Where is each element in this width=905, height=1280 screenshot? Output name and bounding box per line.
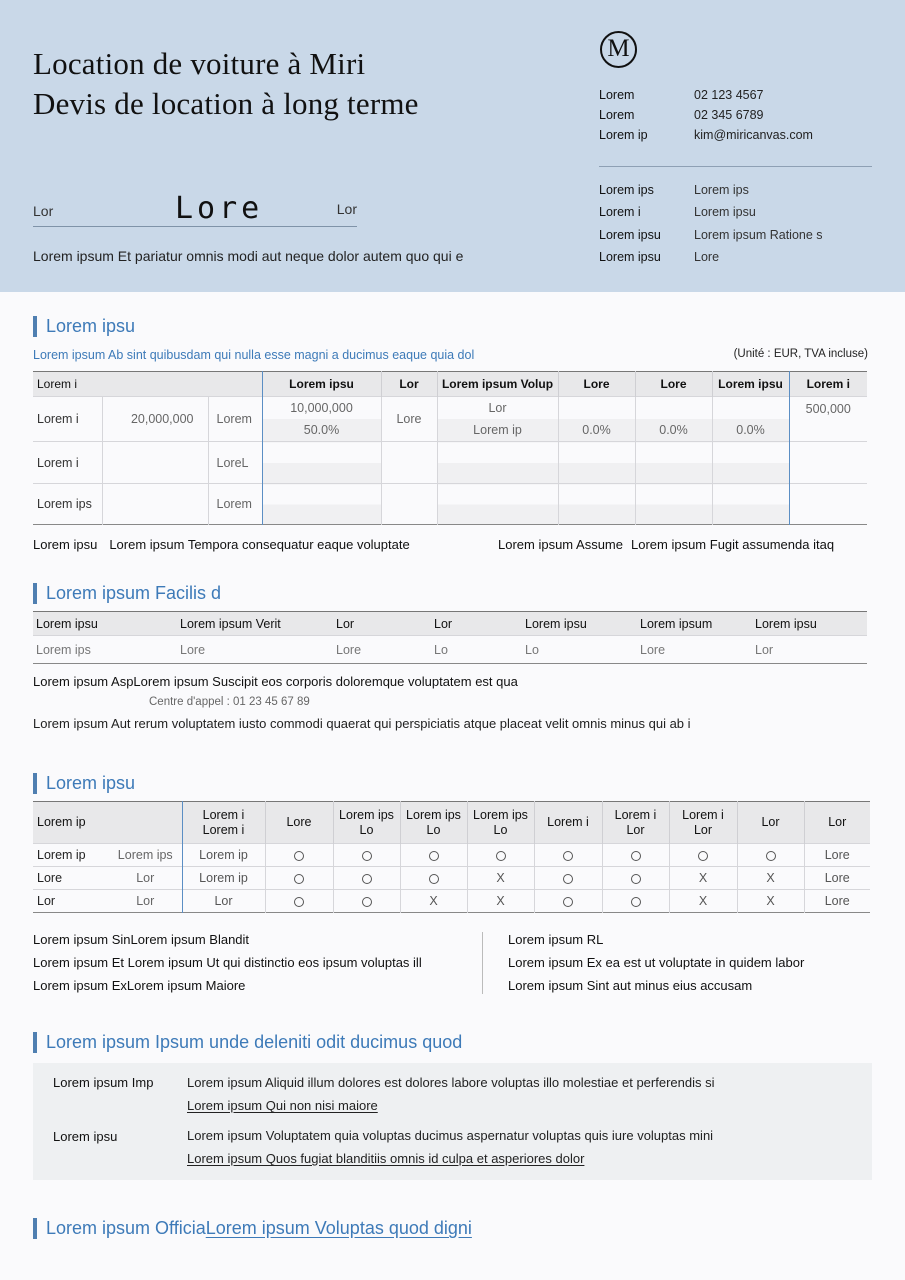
column-header: Lorem ipsu (522, 612, 637, 636)
notice-value (187, 1071, 714, 1117)
header-line-2: Lo (359, 822, 374, 837)
cell (262, 397, 381, 442)
column-header: Lore (635, 372, 712, 397)
cell (789, 484, 867, 525)
note-item: Lorem ipsum RL (508, 932, 604, 947)
page-title (33, 44, 419, 124)
cell-bottom: 0.0% (713, 419, 789, 441)
cell (262, 484, 381, 525)
cell (669, 844, 737, 867)
header-line-1: Lorem ips (339, 807, 394, 822)
cell (712, 442, 789, 484)
column-header: Lor (381, 372, 437, 397)
note-item: Lorem ipsum Sint aut minus eius accusam (508, 978, 753, 993)
cell (333, 844, 400, 867)
title-line-1: Location de voiture à Miri (33, 46, 366, 81)
note-item: Lorem ipsum ExLorem ipsum Maiore (33, 978, 246, 993)
notice-box (33, 1063, 872, 1180)
circle-mark-icon (429, 851, 439, 861)
column-header (333, 802, 400, 844)
cell (558, 397, 635, 442)
header-line-2: Lor (626, 822, 645, 837)
cell: Lore (804, 867, 870, 890)
notice-text: Lorem ipsum Aliquid illum dolores est dolores labore voluptas illo molestiae et perferendis si (187, 1075, 715, 1090)
cross-mark: X (467, 890, 534, 913)
notice-key: Lorem ipsum Imp (53, 1075, 154, 1090)
cell (265, 867, 333, 890)
cell (635, 397, 712, 442)
cell-top: Lor (488, 401, 507, 415)
cell (534, 844, 602, 867)
section-title-pricing: Lorem ipsu (33, 315, 135, 337)
cell (712, 484, 789, 525)
cross-mark: X (737, 867, 804, 890)
cell-top (713, 397, 789, 419)
header-line-1: Lorem ips (406, 807, 461, 822)
amount-cell: 20,000,000 (102, 397, 208, 442)
cell (265, 844, 333, 867)
notice-text: Lorem ipsum Voluptatem quia voluptas ducimus aspernatur voluptas quis iure voluptas mini (187, 1128, 714, 1143)
info-row (599, 228, 823, 250)
column-header (737, 802, 804, 844)
cell: 500,000 (789, 397, 867, 442)
column-header: Lorem ipsum Verit (177, 612, 333, 636)
signature-name: Lore (175, 191, 264, 226)
signature-right-label: Lor (336, 201, 357, 217)
info-key: Lorem i (599, 205, 641, 220)
info-row (599, 250, 823, 272)
info-key: Lorem ipsu (599, 227, 661, 242)
title-line-2: Devis de location à long terme (33, 86, 419, 121)
cell: Lorem ip (182, 867, 265, 890)
cell (602, 867, 669, 890)
info-value: Lorem ips (694, 183, 749, 197)
cell (737, 844, 804, 867)
cell (381, 442, 437, 484)
coverage-notes-left (33, 932, 422, 1001)
circle-mark-icon (631, 851, 641, 861)
section-title-notices: Lorem ipsum Ipsum unde deleniti odit ducimus quod (33, 1031, 462, 1053)
header-note: Lorem ipsum Et pariatur omnis modi aut neque dolor autem quo qui e (33, 248, 464, 264)
info-value: Lorem ipsu (694, 205, 756, 220)
column-header (400, 802, 467, 844)
column-header (265, 802, 333, 844)
cell: Lo (431, 636, 522, 664)
call-center-phone: Centre d'appel : 01 23 45 67 89 (149, 696, 310, 708)
cell: Lore (33, 867, 109, 890)
cell: Lore (333, 636, 431, 664)
column-header: Lor (333, 612, 431, 636)
circle-mark-icon (496, 851, 506, 861)
header-line-2: Lo (426, 822, 441, 837)
coverage-notes-right (508, 932, 804, 1001)
circle-mark-icon (294, 874, 304, 884)
cell (467, 844, 534, 867)
header-line-1: Lorem i (682, 807, 724, 822)
circle-mark-icon (362, 897, 372, 907)
footnote-key: Lorem ipsu (33, 537, 98, 552)
contact-row (599, 108, 813, 128)
note-item: Lorem ipsum Ex ea est ut voluptate in quidem labor (508, 955, 805, 970)
cell-bottom: 0.0% (636, 419, 712, 441)
header-line-1: Lorem ips (473, 807, 528, 822)
table-row (33, 844, 870, 867)
cross-mark: X (669, 890, 737, 913)
cell: Lorem ips (109, 844, 182, 867)
header-line-1: Lorem i (614, 807, 657, 822)
coverage-table (33, 801, 870, 913)
pricing-footnote-right (498, 537, 834, 552)
cell (400, 844, 467, 867)
table-row (33, 442, 867, 484)
signature-left-label: Lor (33, 203, 54, 219)
header-line-2: Lor (693, 822, 713, 837)
cell: Lore (177, 636, 333, 664)
circle-mark-icon (429, 874, 439, 884)
contact-key: Lorem (599, 108, 635, 122)
pricing-table (33, 371, 867, 525)
cell (712, 397, 789, 442)
info-value: Lore (694, 249, 720, 264)
column-header (669, 802, 737, 844)
cell (262, 442, 381, 484)
coverage-table-body (33, 844, 870, 913)
cell (437, 397, 558, 442)
circle-mark-icon (362, 851, 372, 861)
column-header: Lorem ipsum (637, 612, 752, 636)
conditions-table (33, 611, 867, 664)
notice-key: Lorem ipsu (53, 1129, 118, 1144)
table-header-row (33, 372, 867, 397)
contact-key: Lorem (599, 88, 635, 102)
cell (534, 867, 602, 890)
note-item: Lorem ipsum SinLorem ipsum Blandit (33, 932, 250, 947)
column-header: Lorem ipsum Volup (437, 372, 558, 397)
circle-mark-icon (563, 897, 573, 907)
info-value: Lorem ipsum Ratione s (694, 227, 823, 242)
cell: Lor (33, 890, 109, 913)
column-header (467, 802, 534, 844)
table-row (33, 636, 867, 664)
notice-value (187, 1124, 713, 1170)
section-title-conditions: Lorem ipsum Facilis d (33, 582, 221, 604)
cell: Lor (109, 890, 182, 913)
cell-top: 10,000,000 (290, 401, 353, 415)
column-header: Lorem i (33, 372, 262, 397)
cell: Lore (804, 844, 870, 867)
info-list (599, 183, 823, 272)
table-row (33, 867, 870, 890)
section-title-text: Lorem ipsum Officia (46, 1218, 206, 1238)
column-header: Lorem ipsu (712, 372, 789, 397)
circle-mark-icon (631, 874, 641, 884)
contact-key: Lorem ip (599, 128, 648, 142)
section-title-official (33, 1217, 472, 1239)
contact-row (599, 88, 813, 108)
column-header (534, 802, 602, 844)
column-header (602, 802, 669, 844)
notice-link[interactable]: Lorem ipsum Quos fugiat blanditiis omnis id culpa et asperiores dolor (187, 1151, 585, 1166)
cell-bottom: Lorem ip (438, 419, 558, 441)
header-line-1: Lorem i (547, 815, 589, 829)
cell (333, 890, 400, 913)
column-header: Lor (431, 612, 522, 636)
info-row (599, 183, 823, 205)
header-line-1: Lore (286, 815, 312, 829)
cell: Lo (522, 636, 637, 664)
section-title-link[interactable]: Lorem ipsum Voluptas quod digni (205, 1218, 472, 1238)
header-line-1: Lorem i (202, 807, 245, 822)
column-header: Lore (558, 372, 635, 397)
cell (381, 484, 437, 525)
cell-top (636, 397, 712, 419)
cell: Lore (804, 890, 870, 913)
column-header (182, 802, 265, 844)
info-key: Lorem ips (599, 183, 654, 197)
footnote-value: Lorem ipsum Fugit assumenda itaq (631, 537, 835, 552)
cell (102, 442, 208, 484)
table-row (33, 397, 867, 442)
circle-mark-icon (294, 897, 304, 907)
column-header: Lorem i (789, 372, 867, 397)
circle-mark-icon (631, 897, 641, 907)
cell (265, 890, 333, 913)
column-header: Lorem ipsu (752, 612, 867, 636)
header-banner (0, 0, 905, 292)
column-header: Lorem ipsu (33, 612, 177, 636)
cell-bottom: 50.0% (263, 419, 381, 441)
contact-value: 02 345 6789 (694, 108, 764, 122)
cell (102, 484, 208, 525)
header-line-1: Lor (828, 815, 847, 829)
cell (635, 442, 712, 484)
header-line-1: Lor (761, 815, 780, 829)
footnote-key: Lorem ipsum Assume (498, 537, 623, 552)
conditions-detail: Lorem ipsum Aut rerum voluptatem iusto commodi quaerat qui perspiciatis atque placeat velit omnis minus qui ab i (33, 716, 691, 731)
circle-mark-icon (698, 851, 708, 861)
cell (602, 844, 669, 867)
unit-note: (Unité : EUR, TVA incluse) (733, 348, 868, 360)
table-header-row (33, 802, 870, 844)
cell: Lorem ip (182, 844, 265, 867)
cell (437, 484, 558, 525)
section-subtitle: Lorem ipsum Ab sint quibusdam qui nulla esse magni a ducimus eaque quia dol (33, 348, 475, 362)
signature-line (33, 193, 357, 227)
column-header (33, 802, 182, 844)
cell: Lor (109, 867, 182, 890)
circle-mark-icon (766, 851, 776, 861)
cell: Lorem ips (33, 636, 177, 664)
cross-mark: X (737, 890, 804, 913)
cell (534, 890, 602, 913)
cell: Lore (637, 636, 752, 664)
circle-mark-icon (563, 874, 573, 884)
contact-email[interactable]: kim@miricanvas.com (694, 128, 813, 142)
table-header-row (33, 612, 867, 636)
cross-mark: X (467, 867, 534, 890)
header-line-2: Lo (493, 822, 508, 837)
contact-row (599, 128, 813, 148)
table-row (33, 890, 870, 913)
cell (558, 442, 635, 484)
row-label: Lorem i (33, 442, 102, 484)
cell (558, 484, 635, 525)
column-divider (482, 932, 483, 994)
cell (400, 867, 467, 890)
cell: Lorem (208, 484, 262, 525)
circle-mark-icon (362, 874, 372, 884)
contact-list (599, 88, 813, 148)
cell: Lor (752, 636, 867, 664)
cell: LoreL (208, 442, 262, 484)
table-row (33, 484, 867, 525)
header-line-2: Lorem i (202, 822, 245, 837)
cell: Lorem (208, 397, 262, 442)
info-row (599, 205, 823, 227)
notice-link[interactable]: Lorem ipsum Qui non nisi maiore (187, 1098, 378, 1113)
column-header (804, 802, 870, 844)
cell (437, 442, 558, 484)
cell: Lorem ip (33, 844, 109, 867)
header-text: Lorem ip (37, 815, 86, 829)
info-key: Lorem ipsu (599, 249, 661, 264)
row-label: Lorem i (33, 397, 102, 442)
conditions-note: Lorem ipsum AspLorem ipsum Suscipit eos corporis doloremque voluptatem est qua (33, 674, 518, 689)
company-logo-icon: M (600, 31, 637, 68)
cross-mark: X (669, 867, 737, 890)
cell (789, 442, 867, 484)
cell (333, 867, 400, 890)
cross-mark: X (400, 890, 467, 913)
cell-top (559, 397, 635, 419)
footnote-value: Lorem ipsum Tempora consequatur eaque voluptate (109, 537, 410, 552)
row-label: Lorem ips (33, 484, 102, 525)
cell-bottom: 0.0% (559, 419, 635, 441)
column-header: Lorem ipsu (262, 372, 381, 397)
section-title-coverage: Lorem ipsu (33, 772, 135, 794)
circle-mark-icon (294, 851, 304, 861)
cell: Lore (381, 397, 437, 442)
circle-mark-icon (563, 851, 573, 861)
header-divider (599, 166, 872, 167)
note-item: Lorem ipsum Et Lorem ipsum Ut qui distinctio eos ipsum voluptas ill (33, 955, 422, 970)
contact-value: 02 123 4567 (694, 88, 764, 102)
pricing-footnote-left (33, 537, 410, 552)
cell (602, 890, 669, 913)
cell: Lor (182, 890, 265, 913)
cell (635, 484, 712, 525)
